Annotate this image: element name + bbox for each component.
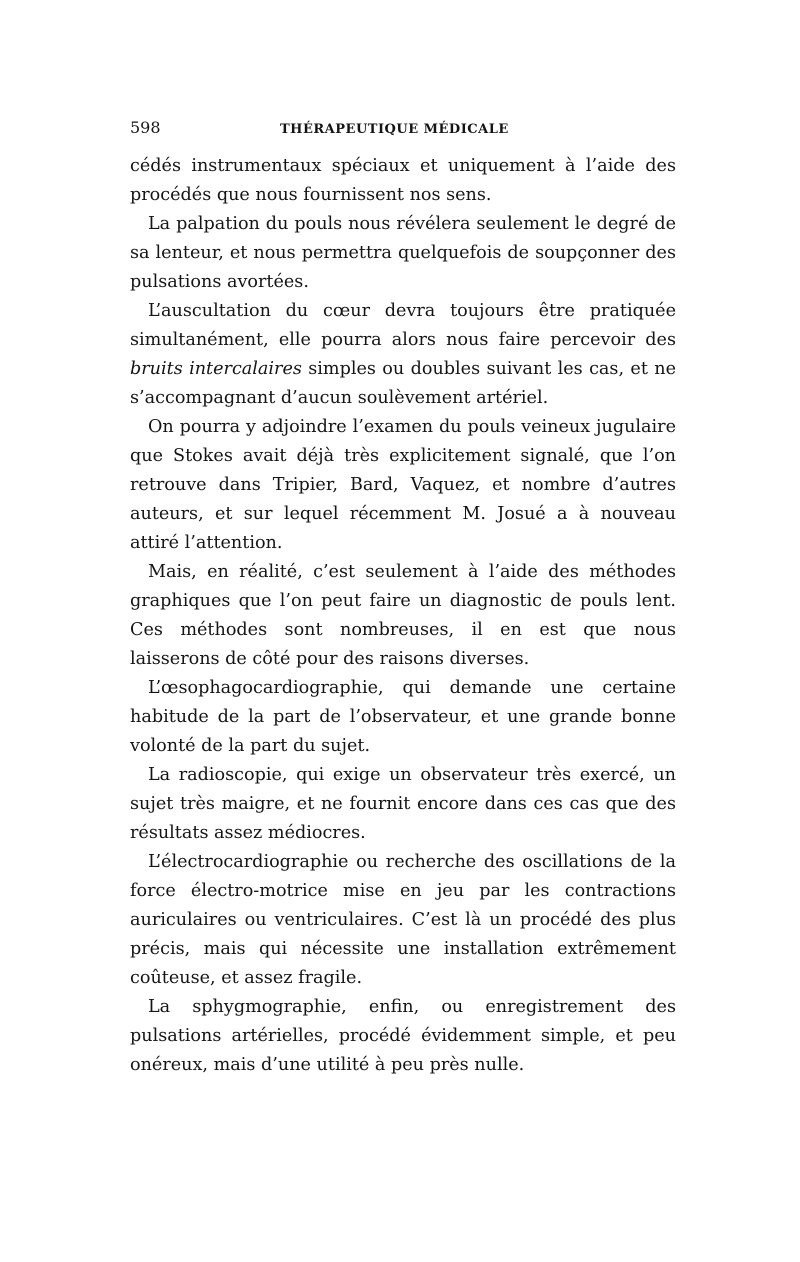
body-text [130,152,676,1080]
paragraph-text: La radioscopie, qui exige un observateur très exercé, un sujet très maigre, et ne fournit encore dans ces cas que des résultats assez médiocres. [130,765,676,843]
paragraph-text: On pourra y adjoindre l’examen du pouls veineux jugulaire que Stokes avait déjà très explicitement signalé, que l’on retrouve dans Tripier, Bard, Vaquez, et nombre d’autres auteurs, et sur lequel récemment M. Josué a à nouveau attiré l’attention. [130,417,676,553]
paragraph-text-rest: simples ou doubles suivant les cas, et ne s’accompagnant d’aucun soulèvement artériel. [130,359,676,408]
paragraph-text: L’œsophagocardiographie, qui demande une certaine habitude de la part de l’observateur, et une grande bonne volonté de la part du sujet. [130,678,676,756]
paragraph-text: La sphygmographie, enfin, ou enregistrement des pulsations artérielles, procédé évidemment simple, et peu onéreux, mais d’une utilité à peu près nulle. [130,997,676,1075]
paragraph-continuation [130,152,676,210]
paragraph-text: La palpation du pouls nous révélera seulement le degré de sa lenteur, et nous permettra quelquefois de soupçonner des pulsations avortées. [130,214,676,292]
paragraph-text: Mais, en réalité, c’est seulement à l’aide des méthodes graphiques que l’on peut faire un diagnostic de pouls lent. Ces méthodes sont nombreuses, il en est que nous laisserons de côté pour des raisons diverses. [130,562,676,669]
paragraph-oesophagocardiography [130,674,676,761]
running-title: THÉRAPEUTIQUE MÉDICALE [280,122,509,137]
paragraph-text: L’auscultation du cœur devra toujours être pratiquée simultanément, elle pourra alors nous faire percevoir des [130,301,676,350]
paragraph-radioscopy [130,761,676,848]
italic-term: bruits intercalaires [130,359,302,379]
page-header [130,118,676,148]
paragraph-electrocardiography [130,848,676,993]
book-page [130,118,676,1080]
paragraph-auscultation [130,297,676,413]
paragraph-palpation [130,210,676,297]
paragraph-graphic-methods [130,558,676,674]
paragraph-text: cédés instrumentaux spéciaux et uniquement à l’aide des procédés que nous fournissent nos sens. [130,156,676,205]
page-number: 598 [130,118,161,137]
paragraph-sphygmography [130,993,676,1080]
paragraph-jugular-pulse [130,413,676,558]
paragraph-text: L’électrocardiographie ou recherche des oscillations de la force électro-motrice mise en jeu par les contractions auriculaires ou ventriculaires. C’est là un procédé des plus précis, mais qui nécessite une installation extrêmement coûteuse, et assez fragile. [130,852,676,988]
